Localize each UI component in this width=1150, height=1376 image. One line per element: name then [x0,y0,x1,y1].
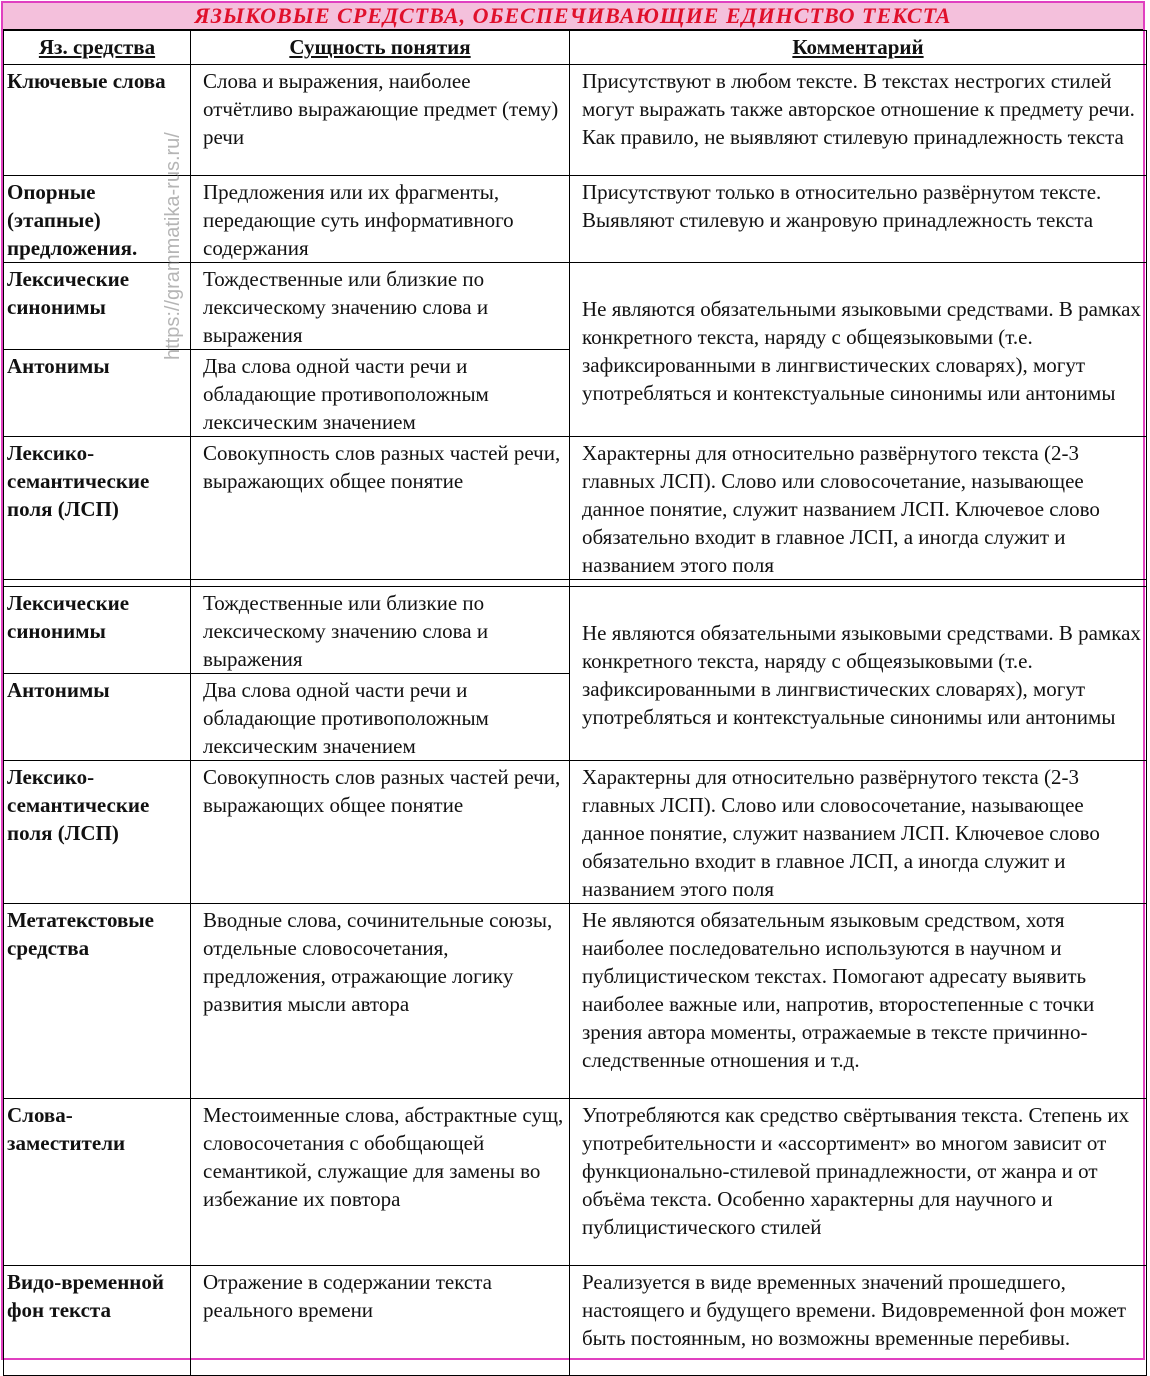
row-term: Лексико-семантические поля (ЛСП) [4,761,191,904]
column-header-essence: Сущность понятия [191,31,570,65]
column-header-comment: Комментарий [570,31,1147,65]
row-comment: Употребляются как средство свёртывания текста. Степень их употребительности и «ассортимент» во многом зависит от функционально-стилевой принадлежности, от жанра и от объёма текста. Особенно характерны для научного и публицистического стилей [570,1099,1147,1266]
row-comment: Не являются обязательным языковым средством, хотя наиболее последовательно используются в научном и публицистическом текстах. Помогают адресату выявить наиболее важные или, напротив, второстепенные с точки зрения автора моменты, отражаемые в тексте причинно-следственные отношения и т.д. [570,904,1147,1099]
row-term: Лексические синонимы [4,263,191,350]
row-essence: Предложения или их фрагменты, передающие суть информативного содержания [191,176,570,263]
page-title: ЯЗЫКОВЫЕ СРЕДСТВА, ОБЕСПЕЧИВАЮЩИЕ ЕДИНСТВО ТЕКСТА [3,3,1143,30]
table-row [4,587,1147,674]
row-essence: Тождественные или близкие по лексическому значению слова и выражения [191,263,570,350]
row-essence: Местоименные слова, абстрактные сущ, словосочетания с обобщающей семантикой, служащие для замены во избежание их повтора [191,1099,570,1266]
row-comment: Реализуется в виде временных значений прошедшего, настоящего и будущего времени. Видовременной фон может быть постоянным, но возможны временные перебивы. [570,1266,1147,1376]
row-essence: Тождественные или близкие по лексическому значению слова и выражения [191,587,570,674]
row-term: Антонимы [4,350,191,437]
row-term: Лексико-семантические поля (ЛСП) [4,437,191,580]
row-term: Антонимы [4,674,191,761]
clipped-row [4,580,1147,587]
table-row [4,437,1147,580]
row-term: Метатекстовые средства [4,904,191,1099]
table-row [4,1099,1147,1266]
row-comment: Присутствуют в любом тексте. В текстах нестрогих стилей могут выражать также авторское отношение к предмету речи. Как правило, не выявляют стилевую принадлежность текста [570,65,1147,176]
row-essence: Совокупность слов разных частей речи, выражающих общее понятие [191,437,570,580]
table-row [4,263,1147,350]
table-row [4,761,1147,904]
row-term: Слова-заместители [4,1099,191,1266]
row-essence: Два слова одной части речи и обладающие противоположным лексическим значением [191,674,570,761]
row-comment: Присутствуют только в относительно развёрнутом тексте. Выявляют стилевую и жанровую принадлежность текста [570,176,1147,263]
row-term: Видо-временной фон текста [4,1266,191,1376]
table-row [4,176,1147,263]
table-header-row [4,31,1147,65]
row-essence: Слова и выражения, наиболее отчётливо выражающие предмет (тему) речи [191,65,570,176]
row-essence: Отражение в содержании текста реального времени [191,1266,570,1376]
column-header-means: Яз. средства [4,31,191,65]
row-comment: Не являются обязательными языковыми средствами. В рамках конкретного текста, наряду с общеязыковыми (т.е. зафиксированными в лингвистических словарях), могут употребляться и контекстуальные синонимы или антонимы [570,263,1147,437]
row-comment: Характерны для относительно развёрнутого текста (2-3 главных ЛСП). Слово или словосочетание, называющее данное понятие, служит названием ЛСП. Ключевое слово обязательно входит в главное ЛСП, а иногда служит и названием этого поля [570,761,1147,904]
row-term: Ключевые слова [4,65,191,176]
table-row [4,65,1147,176]
watermark-text: https://grammatika-rus.ru/ [162,132,184,360]
row-comment: Характерны для относительно развёрнутого текста (2-3 главных ЛСП). Слово или словосочетание, называющее данное понятие, служит названием ЛСП. Ключевое слово обязательно входит в главное ЛСП, а иногда служит и названием этого поля [570,437,1147,580]
table-row [4,1266,1147,1376]
row-essence: Вводные слова, сочинительные союзы, отдельные словосочетания, предложения, отражающие логику развития мысли автора [191,904,570,1099]
row-term: Опорные (этапные) предложения. [4,176,191,263]
language-means-table [3,30,1147,1376]
table-row [4,904,1147,1099]
row-term: Лексические синонимы [4,587,191,674]
row-comment: Не являются обязательными языковыми средствами. В рамках конкретного текста, наряду с общеязыковыми (т.е. зафиксированными в лингвистических словарях), могут употребляться и контекстуальные синонимы или антонимы [570,587,1147,761]
row-essence: Совокупность слов разных частей речи, выражающих общее понятие [191,761,570,904]
row-essence: Два слова одной части речи и обладающие противоположным лексическим значением [191,350,570,437]
